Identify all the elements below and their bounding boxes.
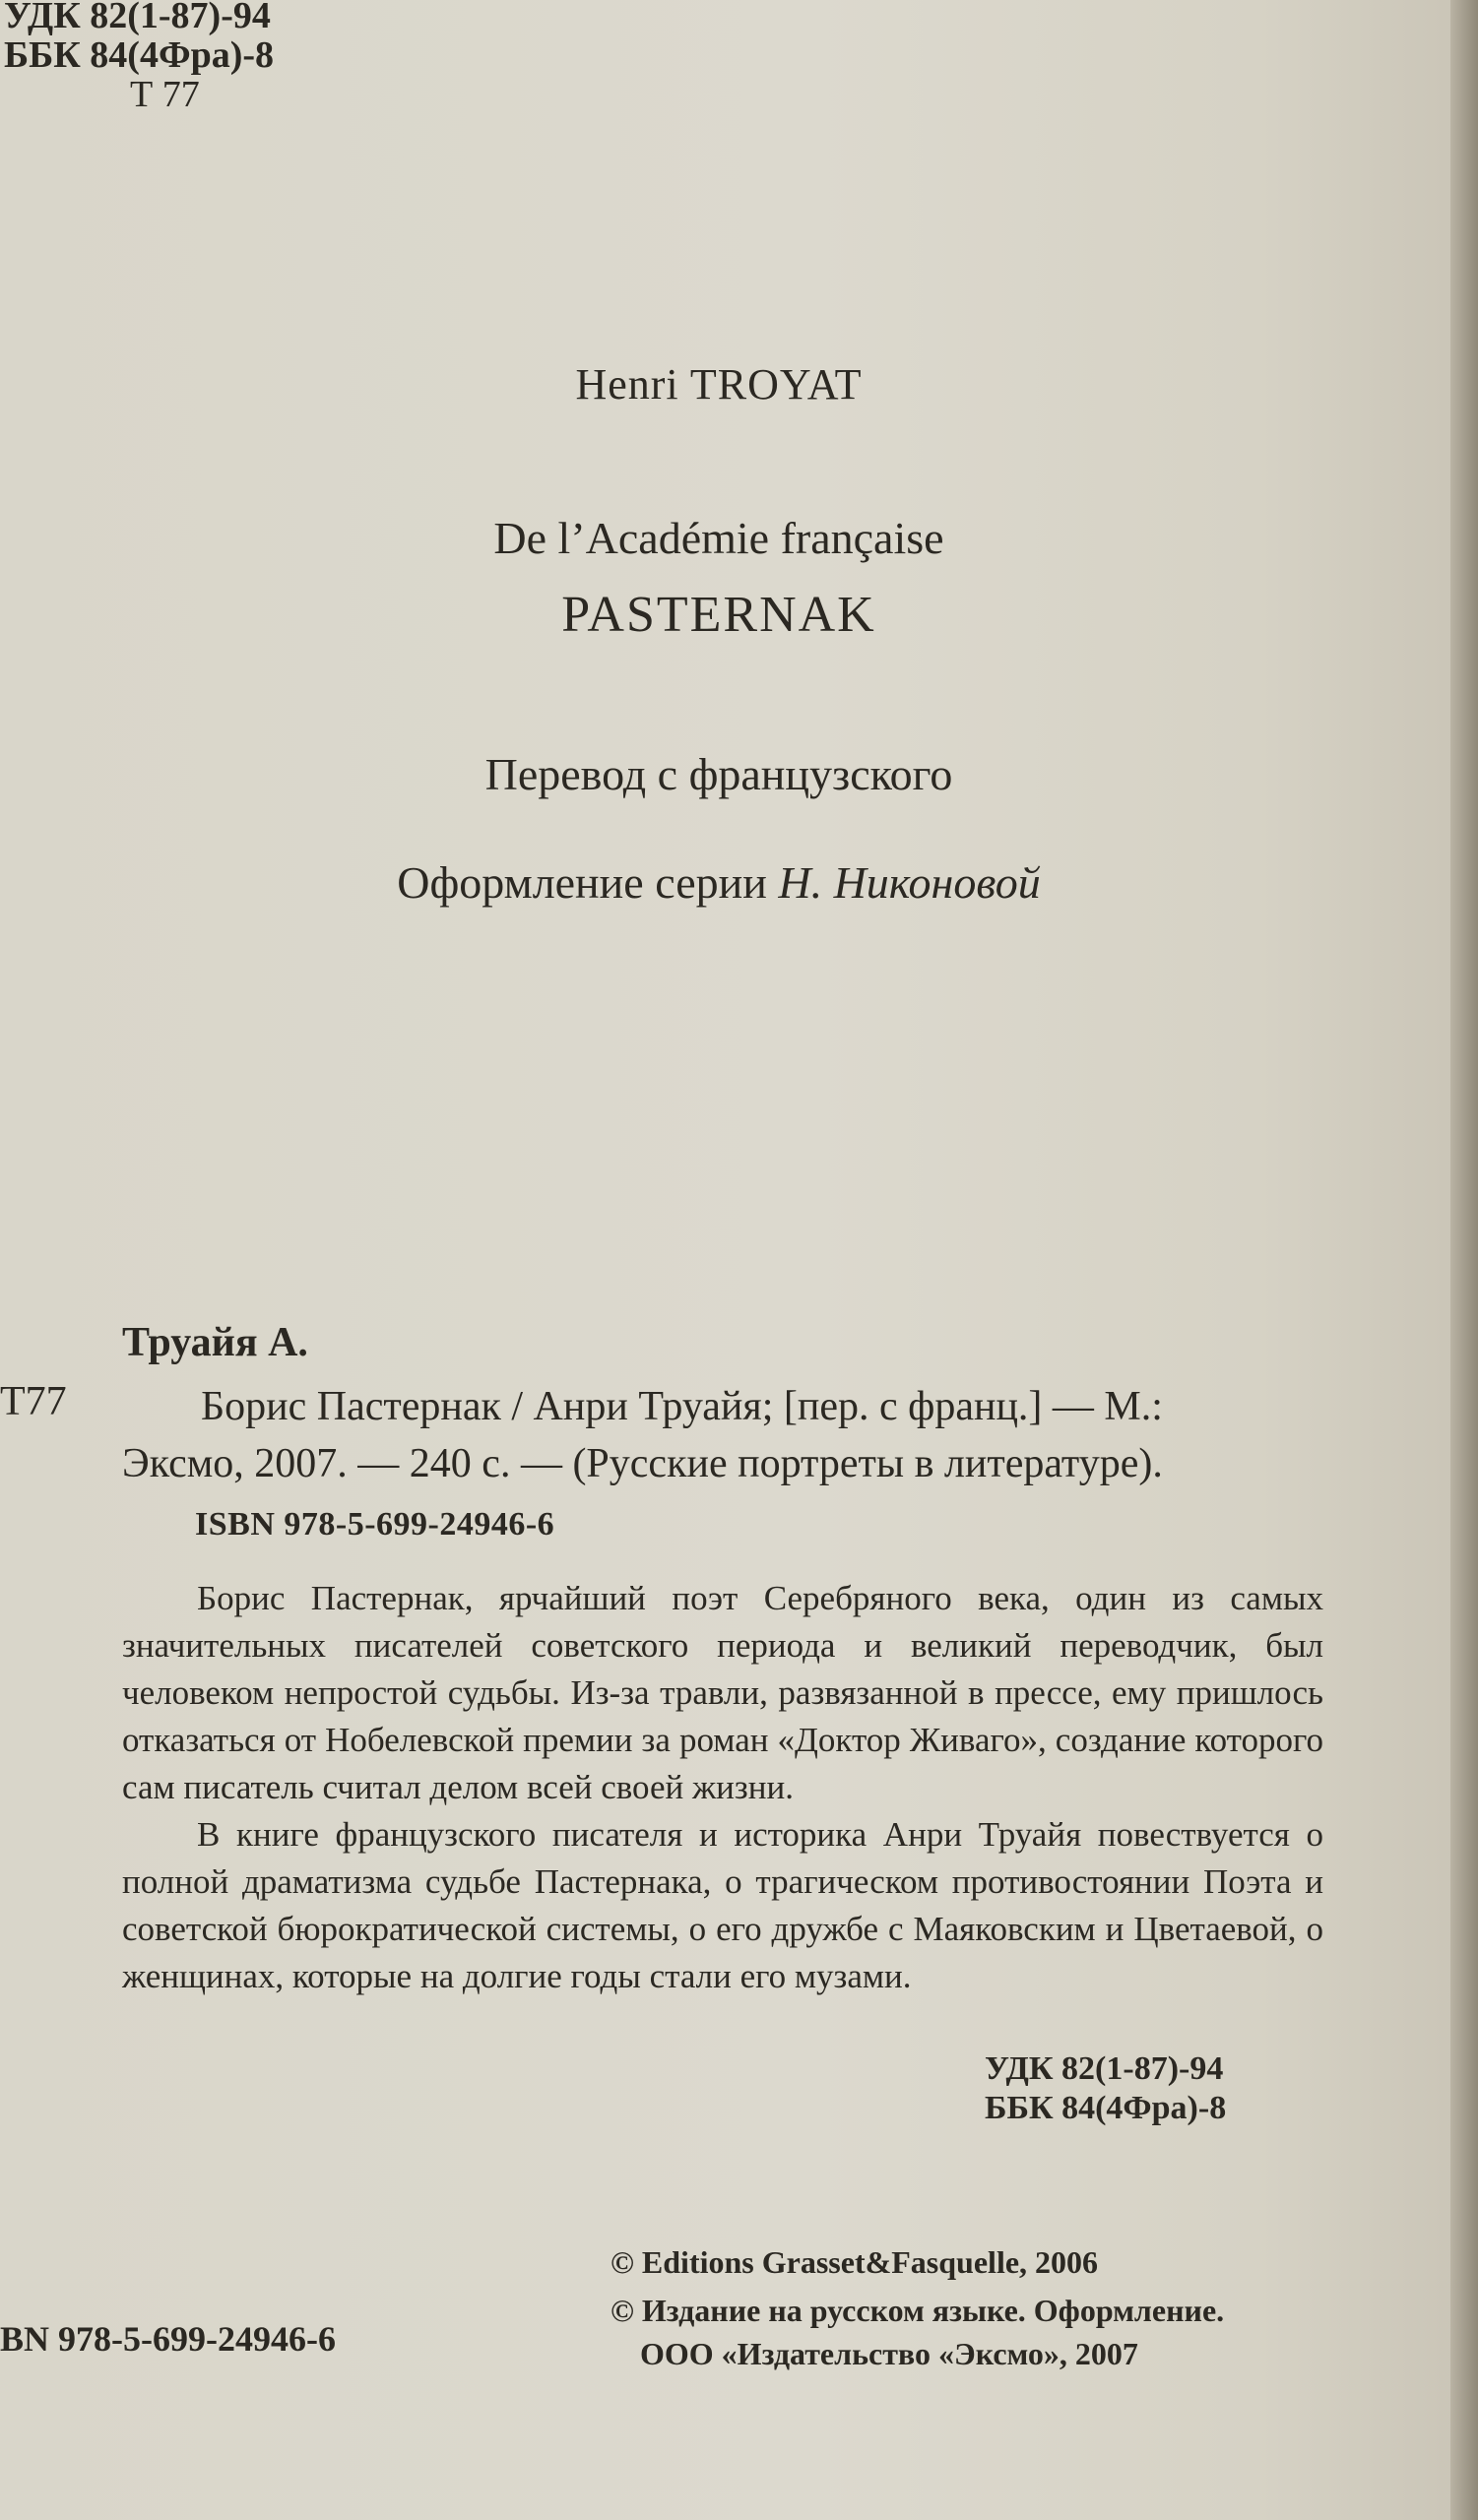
page-edge-shadow xyxy=(1450,0,1478,2520)
top-classification-codes xyxy=(4,0,274,114)
annotation xyxy=(122,1575,1323,2000)
book-title: PASTERNAK xyxy=(561,587,876,643)
top-bbk: ББК 84(4Фра)-8 xyxy=(4,34,275,76)
biblio-author-heading: Труайя А. xyxy=(122,1320,308,1365)
biblio-record xyxy=(122,1378,1323,1492)
copyright-russian-line-1: © Издание на русском языке. Оформление. xyxy=(610,2293,1225,2328)
copyright-russian xyxy=(610,2289,1319,2375)
copyright-russian-line-2: ООО «Издательство «Эксмо», 2007 xyxy=(640,2336,1138,2371)
isbn-bottom-left: BN 978-5-699-24946-6 xyxy=(0,2319,336,2359)
annotation-paragraph-2: В книге французского писателя и историка Анри Труайя повествуется о полной драматизма судьбе Пастернака, о трагическом противостоянии Поэта и советской бюрократической системы, о его дружбе с Маяковским и Цветаевой, о женщинах, которые на долгие годы стали его музами. xyxy=(122,1815,1323,1995)
classification-codes xyxy=(985,2049,1226,2128)
biblio-line-2: Эксмо, 2007. — 240 с. — (Русские портреты в литературе). xyxy=(122,1441,1163,1486)
academy-line: De l’Académie française xyxy=(493,513,944,563)
top-udk: УДК 82(1-87)-94 xyxy=(4,0,271,36)
isbn: ISBN 978-5-699-24946-6 xyxy=(195,1506,555,1543)
series-design-credit xyxy=(0,856,1438,909)
design-prefix: Оформление серии xyxy=(397,857,779,908)
annotation-paragraph-1: Борис Пастернак, ярчайший поэт Серебряного века, один из самых значительных писателей советского периода и великий переводчик, был человеком непростой судьбы. Из-за травли, развязанной в прессе, ему пришлось отказаться от Нобелевской премии за роман «Доктор Живаго», создание которого сам писатель считал делом всей своей жизни. xyxy=(122,1579,1323,1806)
translation-note: Перевод с французского xyxy=(484,749,953,799)
designer-name: Н. Никоновой xyxy=(778,857,1041,908)
udk-code: УДК 82(1-87)-94 xyxy=(985,2050,1224,2087)
biblio-line-1: Борис Пастернак / Анри Труайя; [пер. с франц.] — М.: xyxy=(201,1384,1163,1429)
top-mark: Т 77 xyxy=(130,74,200,115)
bbk-code: ББК 84(4Фра)-8 xyxy=(985,2090,1227,2126)
biblio-mark: Т77 xyxy=(0,1379,67,1424)
copyright-original: © Editions Grasset&Fasquelle, 2006 xyxy=(610,2244,1099,2280)
author-name: Henri TROYAT xyxy=(575,360,863,409)
